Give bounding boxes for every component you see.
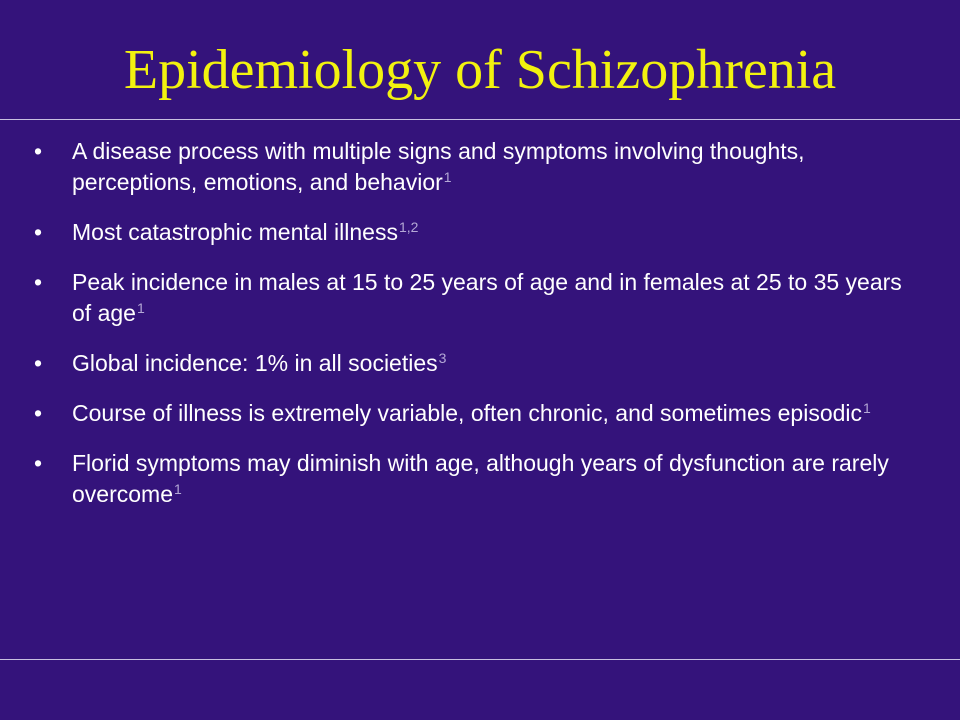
- bullet-item: [34, 398, 914, 429]
- reference-number: 1: [136, 300, 145, 316]
- bullet-item: [34, 448, 914, 510]
- bottom-divider: [0, 659, 960, 660]
- bullet-marker: •: [34, 138, 43, 164]
- bullet-text: Most catastrophic mental illness: [72, 219, 398, 245]
- bullet-list: [34, 136, 914, 529]
- bullet-marker: •: [34, 219, 43, 245]
- reference-number: 1,2: [398, 219, 419, 235]
- bullet-text: Global incidence: 1% in all societies: [72, 350, 438, 376]
- bullet-item: [34, 217, 914, 248]
- bullet-text: A disease process with multiple signs and symptoms involving thoughts, perceptions, emotions, and behavior: [72, 138, 805, 195]
- reference-number: 1: [863, 400, 871, 416]
- top-divider: [0, 119, 960, 120]
- slide-title: Epidemiology of Schizophrenia: [123, 39, 837, 101]
- bullet-marker: •: [34, 400, 43, 426]
- bullet-marker: •: [34, 450, 43, 476]
- reference-number: 3: [438, 350, 447, 366]
- bullet-text: Peak incidence in males at 15 to 25 years of age and in females at 25 to 35 years of age: [72, 269, 902, 326]
- bullet-marker: •: [34, 350, 43, 376]
- reference-number: 1: [443, 169, 452, 185]
- bullet-item: [34, 136, 914, 198]
- bullet-marker: •: [34, 269, 43, 295]
- bullet-text: Florid symptoms may diminish with age, although years of dysfunction are rarely overcome: [72, 450, 889, 507]
- bullet-item: [34, 348, 914, 379]
- reference-number: 1: [173, 481, 182, 497]
- bullet-item: [34, 267, 914, 329]
- bullet-text: Course of illness is extremely variable, often chronic, and sometimes episodic: [72, 400, 863, 426]
